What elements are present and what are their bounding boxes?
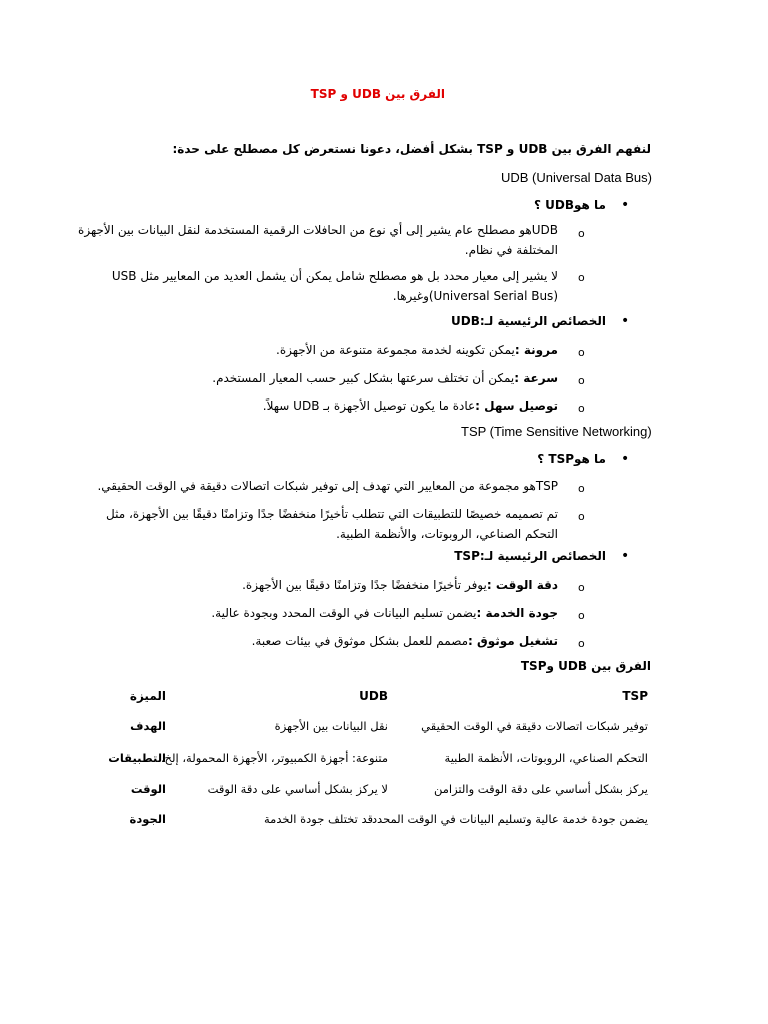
tsp-what-label: ما هوTSP ؟ [537,452,606,466]
udb-what-item [38,220,558,260]
table-header-tsp: TSP [622,689,648,703]
udb-feature-item [38,340,558,360]
table-cell-udb: نقل البيانات بين الأجهزة [274,719,388,733]
feature-term: دقة الوقت : [486,578,558,592]
table-header-feature: الميزة [129,689,166,703]
table-cell-udb: قد تختلف جودة الخدمة [264,812,373,826]
sub-bullet-icon: o [578,510,585,523]
feature-term: جودة الخدمة : [476,606,558,620]
feature-desc: يمكن أن تختلف سرعتها بشكل كبير حسب المعيار المستخدم. [212,371,515,385]
feature-desc: يمكن تكوينه لخدمة مجموعة متنوعة من الأجهزة. [276,343,515,357]
udb-features-label: الخصائص الرئيسية لـ:UDB [451,314,606,328]
table-cell-udb: لا يركز بشكل أساسي على دقة الوقت [207,782,388,796]
feature-desc: يوفر تأخيرًا منخفضًا جدًا وتزامنًا دقيقًا بين الأجهزة. [242,578,487,592]
table-cell-tsp: التحكم الصناعي، الروبوتات، الأنظمة الطبية [444,751,648,765]
sub-bullet-icon: o [578,271,585,284]
tsp-what-item-line2: التحكم الصناعي، الروبوتات، والأنظمة الطبية. [336,527,558,541]
bullet-icon: • [621,197,630,213]
document-title: الفرق بين UDB و TSP [310,87,445,101]
udb-what-label: ما هوUDB ؟ [534,198,606,212]
feature-term: مرونة : [514,343,558,357]
tsp-feature-item [38,631,558,651]
table-cell-feature: الهدف [130,719,166,733]
intro-paragraph: لنفهم الفرق بين UDB و TSP بشكل أفضل، دعونا نستعرض كل مصطلح على حدة: [172,142,651,156]
udb-feature-item [38,368,558,388]
table-cell-feature: الوقت [130,782,166,796]
comparison-label: الفرق بين UDB وTSP [520,659,651,673]
feature-term: تشغيل موثوق : [468,634,558,648]
table-cell-tsp: يركز بشكل أساسي على دقة الوقت والتزامن [433,782,648,796]
feature-term: توصيل سهل : [475,399,558,413]
feature-desc: عادة ما يكون توصيل الأجهزة بـ UDB سهلاً. [262,399,476,413]
tsp-what-item [38,476,558,496]
table-cell-feature: التطبيقات [108,751,166,765]
feature-desc: يضمن تسليم البيانات في الوقت المحدد وبجودة عالية. [211,606,477,620]
table-header-udb: UDB [359,689,388,703]
bullet-icon: • [621,548,630,564]
bullet-icon: • [621,313,630,329]
udb-what-item-line1: UDBهو مصطلح عام يشير إلى أي نوع من الحافلات الرقمية المستخدمة لنقل البيانات بين الأجهزة [78,223,558,237]
sub-bullet-icon: o [578,581,585,594]
udb-what-item [38,266,558,306]
sub-bullet-icon: o [578,346,585,359]
udb-heading: UDB (Universal Data Bus) [501,170,652,185]
bullet-icon: • [621,451,630,467]
sub-bullet-icon: o [578,227,585,240]
table-cell-udb: متنوعة: أجهزة الكمبيوتر، الأجهزة المحمولة، إلخ. [160,751,388,765]
table-cell-tsp: توفير شبكات اتصالات دقيقة في الوقت الحقيقي [421,719,648,733]
udb-what-item-line2: (Universal Serial Bus)وغيرها. [392,289,558,303]
tsp-heading: TSP (Time Sensitive Networking) [461,424,652,439]
feature-desc: مصمم للعمل بشكل موثوق في بيئات صعبة. [251,634,469,648]
sub-bullet-icon: o [578,609,585,622]
tsp-features-label: الخصائص الرئيسية لـ:TSP [454,549,606,563]
table-cell-tsp: يضمن جودة خدمة عالية وتسليم البيانات في الوقت المحدد [371,812,648,826]
udb-feature-item [38,396,558,416]
tsp-what-item-line1: TSPهو مجموعة من المعايير التي تهدف إلى توفير شبكات اتصالات دقيقة في الوقت الحقيقي. [97,479,558,493]
table-cell-feature: الجودة [129,812,166,826]
sub-bullet-icon: o [578,402,585,415]
sub-bullet-icon: o [578,482,585,495]
sub-bullet-icon: o [578,374,585,387]
sub-bullet-icon: o [578,637,585,650]
tsp-feature-item [38,603,558,623]
udb-what-item-line2: المختلفة في نظام. [464,243,558,257]
tsp-what-item [38,504,558,544]
feature-term: سرعة : [514,371,558,385]
tsp-feature-item [38,575,558,595]
udb-what-item-line1: لا يشير إلى معيار محدد بل هو مصطلح شامل يمكن أن يشمل العديد من المعايير مثل USB [111,269,558,283]
tsp-what-item-line1: تم تصميمه خصيصًا للتطبيقات التي تتطلب تأخيرًا منخفضًا جدًا وتزامنًا دقيقًا بين الأجهزة، مثل [106,507,558,521]
